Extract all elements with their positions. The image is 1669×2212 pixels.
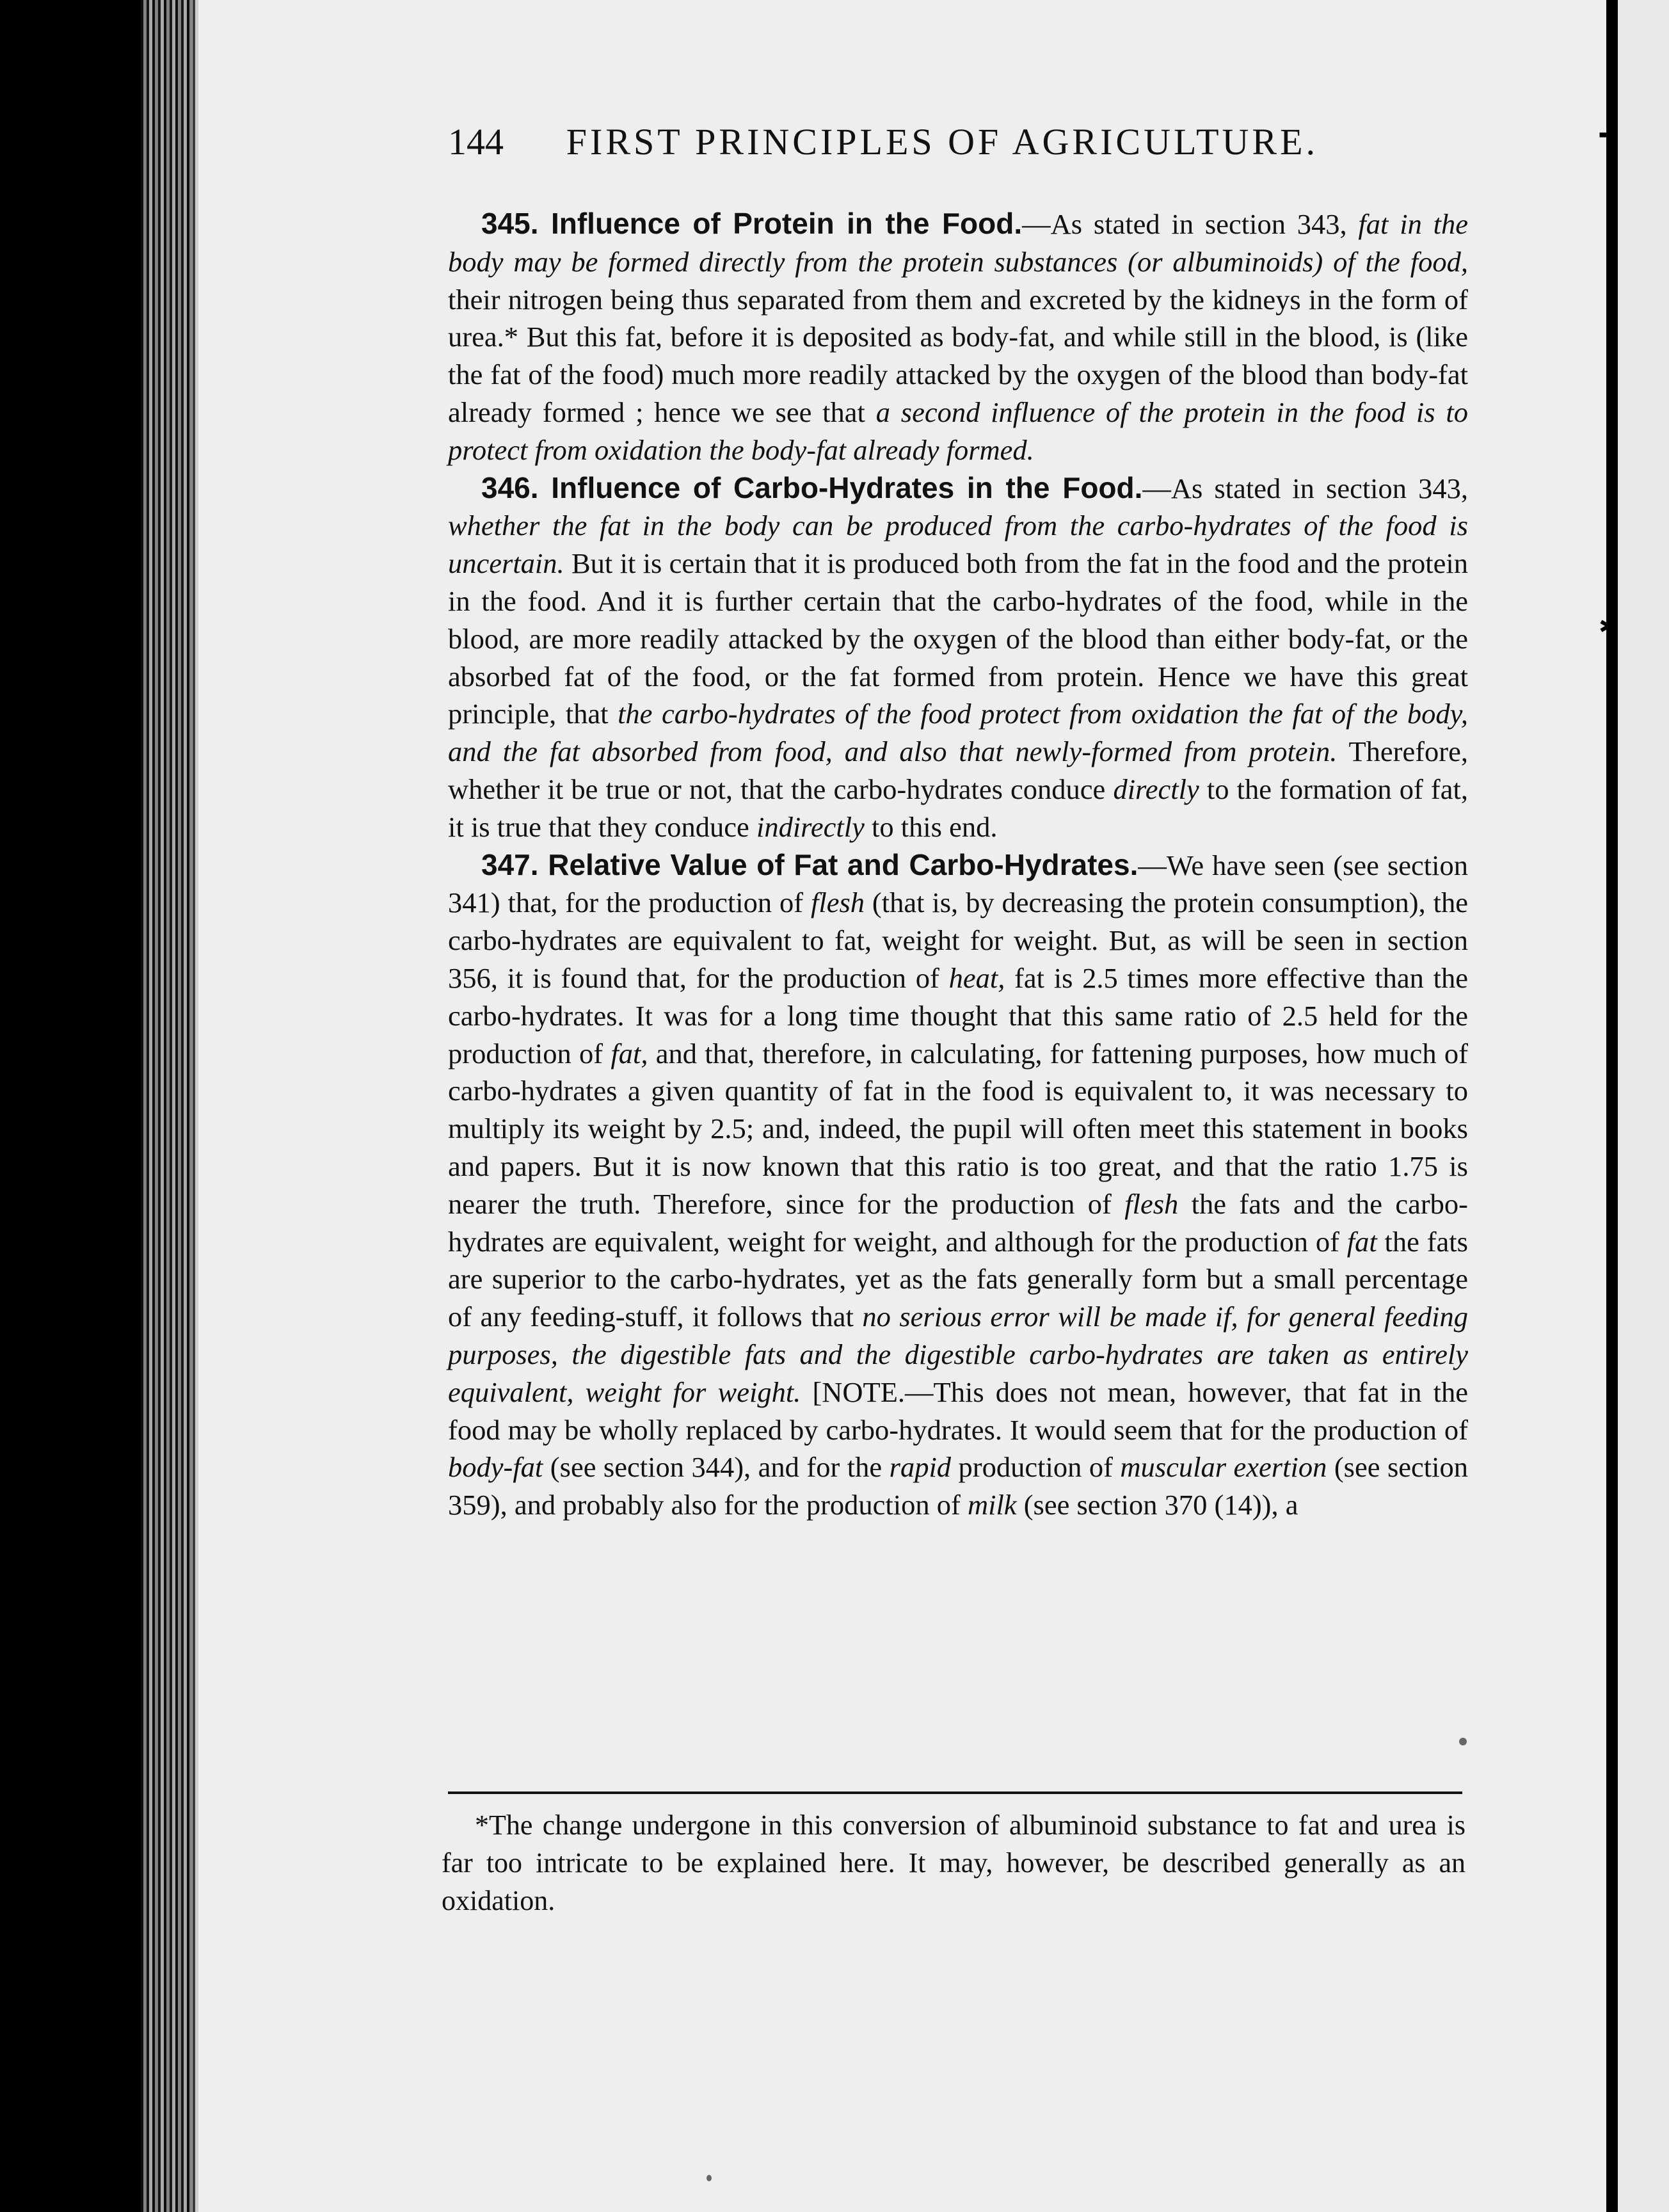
italic-text: fat [1346,1225,1377,1258]
italic-text: fat, [611,1037,648,1070]
text-run: their nitrogen being thus separated from them and excreted by the kidneys in the form of urea.* But this fat, before it is deposited as body-fat, and while still in the blood, is (like the fat of the food) much more readily attacked by the oxygen of the blood than body-fat already formed ; hence we see that [448,283,1468,428]
text-run: Therefore, whether it be true or not, that the carbo-hydrates conduce [448,735,1468,805]
italic-text: no serious error will be made if, for general feeding purposes, the digestible fats and the digestible carbo-hydrates are taken as entirely equivalent, weight for weight. [448,1301,1468,1408]
text-run: [NOTE.—This does not mean, however, that fat in the food may be wholly replaced by carbo-hydrates. It would seem that for the production of [448,1375,1468,1446]
text-run: —As stated in section 343, [1142,472,1468,504]
text-run: But it is certain that it is produced both from the fat in the food and the protein in the food. And it is further certain that the carbo-hydrates of the food, while in the blood, are more readily attacked by the oxygen of the blood than either body-fat, or the absorbed fat of the food, or the fat formed from protein. Hence we have this great principle, that [448,547,1468,730]
italic-text: flesh [1124,1187,1179,1220]
text-run: and that, therefore, in calculating, for fattening purposes, how much of carbo-hydrates a given quantity of fat in the food is equivalent to, it was necessary to multiply its weight by 2.5; and, indeed, the pupil will often meet this statement in books and papers. But it is now known that this ratio is too great, and that the ratio 1.75 is nearer the truth. Therefore, since for the production of [448,1037,1469,1220]
italic-text: flesh [810,886,865,919]
gutter-mark-top: ┯ [1600,119,1617,152]
text-run: (that is, by decreasing the protein consumption), the carbo-hydrates are equivalent to fat, weight for weight. But, as will be seen in section 356, it is found that, for the production of [448,886,1468,994]
running-header [448,120,1318,163]
text-run: to this end. [864,810,998,843]
text-run: —We have seen (see section 341) that, for the production of [448,849,1468,919]
italic-text: fat in the body may be formed directly from the protein substances (or albuminoids) of the food, [448,208,1468,278]
footnote-rule [448,1791,1462,1794]
text-run: production of [951,1451,1121,1484]
dust-speck [707,2175,712,2181]
italic-text: muscular exertion [1120,1451,1327,1484]
text-run: fat is 2.5 times more effective than the carbo-hydrates. It was for a long time thought that this same ratio of 2.5 held for the production of [448,961,1468,1070]
running-title: FIRST PRINCIPLES OF AGRICULTURE. [566,121,1318,163]
section-heading: 347. Relative Value of Fat and Carbo-Hydrates. [481,847,1138,881]
italic-text: directly [1113,773,1199,805]
page-edges-stack [141,0,198,2212]
paragraph-p347 [448,846,1468,1524]
italic-text: the carbo-hydrates of the food protect from oxidation the fat of the body, and the fat absorbed from food, and also that newly-formed from protein. [448,698,1469,768]
paragraph-p346 [448,469,1468,846]
footnote: *The change undergone in this conversion of albuminoid substance to fat and urea is far too intricate to be explained here. It may, however, be described generally as an oxidation. [442,1809,1465,1916]
dust-speck [1459,1738,1467,1745]
paragraph-p345 [448,205,1468,469]
text-run: —As stated in section 343, [1022,208,1359,240]
italic-text: milk [967,1489,1017,1521]
text-run: (see section 370 (14)), a [1016,1489,1298,1521]
italic-text: whether the fat in the body can be produced from the carbo-hydrates of the food is uncertain. [448,509,1468,580]
italic-text: rapid [889,1451,952,1484]
gutter-mark-middle: ✱ [1599,613,1619,641]
text-run: the fats are superior to the carbo-hydrates, yet as the fats generally form but a small percentage of any feeding-stuff, it follows that [448,1225,1468,1333]
text-run: (see section 359), and probably also for the production of [448,1451,1469,1521]
text-run: to the formation of fat, it is true that they conduce [448,773,1468,843]
facing-page-edge [1618,0,1669,2212]
text-run: (see section 344), and for the [543,1451,890,1484]
italic-text: heat, [948,961,1005,994]
page-number: 144 [448,121,504,163]
italic-text: a second influence of the protein in the food is to protect from oxidation the body-fat already formed. [448,396,1468,466]
binding-gutter [1606,0,1618,2212]
italic-text: body-fat [448,1451,543,1484]
italic-text: indirectly [756,810,865,843]
section-heading: 345. Influence of Protein in the Food. [481,207,1023,240]
text-run: the fats and the carbo-hydrates are equivalent, weight for weight, and although for the production of [448,1187,1468,1258]
section-heading: 346. Influence of Carbo-Hydrates in the Food. [481,470,1143,504]
body-text [448,205,1468,1524]
